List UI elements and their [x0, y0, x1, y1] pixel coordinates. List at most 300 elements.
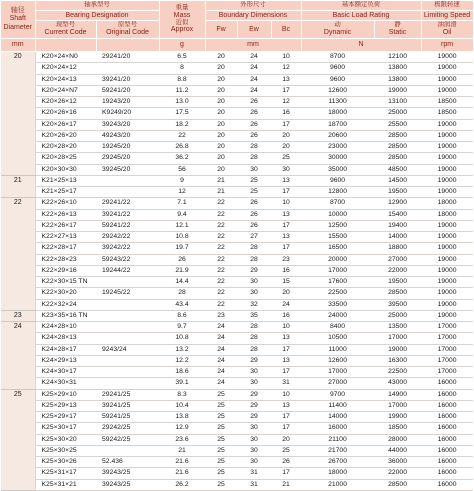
ew-cell: 31 — [237, 479, 271, 490]
static-load-cell: 17000 — [374, 333, 421, 344]
table-row — [1, 423, 473, 434]
dynamic-load-cell: 20600 — [301, 130, 374, 141]
ew-cell: 30 — [237, 288, 271, 299]
original-code-cell — [96, 322, 159, 333]
current-code-cell: K20×28×25 — [35, 153, 96, 164]
static-load-cell: 27000 — [374, 254, 421, 265]
mass-cell: 28 — [159, 288, 205, 299]
oil-speed-cell: 16000 — [421, 412, 473, 423]
original-code-cell: 29242/22 — [96, 232, 159, 243]
fw-cell: 20 — [205, 63, 237, 74]
bc-cell: 13 — [271, 74, 301, 85]
ew-cell: 30 — [237, 457, 271, 468]
table-row — [1, 254, 473, 265]
ew-cell: 30 — [237, 164, 271, 175]
ew-cell: 30 — [237, 277, 271, 288]
ew-cell: 24 — [237, 63, 271, 74]
dynamic-load-cell: 12600 — [301, 355, 374, 366]
bc-cell: 15 — [271, 277, 301, 288]
static-load-cell: 13800 — [374, 63, 421, 74]
dynamic-load-cell: 30000 — [301, 153, 374, 164]
original-code-cell: 39243/25 — [96, 479, 159, 490]
mass-unit-header: g — [159, 39, 205, 52]
fw-cell: 24 — [205, 344, 237, 355]
original-code-cell: 19244/22 — [96, 265, 159, 276]
fw-cell: 20 — [205, 142, 237, 153]
dynamic-load-cell: 12800 — [301, 187, 374, 198]
current-code-cell: K24×29×13 — [35, 355, 96, 366]
fw-cell: 25 — [205, 479, 237, 490]
current-code-cell: K20×28×20 — [35, 142, 96, 153]
dynamic-load-cell: 18700 — [301, 119, 374, 130]
fw-cell: 22 — [205, 254, 237, 265]
oil-speed-cell: 18000 — [421, 198, 473, 209]
ew-cell: 29 — [237, 355, 271, 366]
oil-speed-cell: 19000 — [421, 310, 473, 321]
table-row — [1, 333, 473, 344]
dimensions-zh-header: 外形尺寸 — [205, 1, 301, 11]
mass-cell: 13.2 — [159, 344, 205, 355]
shaft-diameter-cell: 23 — [1, 310, 35, 321]
current-code-cell: K22×26×17 — [35, 220, 96, 231]
ew-cell: 30 — [237, 378, 271, 389]
ew-cell: 30 — [237, 434, 271, 445]
oil-speed-cell: 16000 — [421, 400, 473, 411]
mass-cell: 36.2 — [159, 153, 205, 164]
fw-cell: 24 — [205, 333, 237, 344]
bc-cell: 31 — [271, 378, 301, 389]
ew-cell: 28 — [237, 344, 271, 355]
current-code-cell: K20×24×N7 — [35, 85, 96, 96]
dynamic-load-cell: 12500 — [301, 220, 374, 231]
fw-cell: 20 — [205, 108, 237, 119]
bc-cell: 17 — [271, 412, 301, 423]
table-row — [1, 85, 473, 96]
dynamic-load-cell: 23000 — [301, 142, 374, 153]
shaft-diameter-cell: 25 — [1, 389, 35, 490]
mass-header: 重量 Mass 近似 Approx — [159, 1, 205, 39]
dynamic-load-cell: 17600 — [301, 277, 374, 288]
original-code-cell: 52.436 — [96, 457, 159, 468]
original-code-cell — [96, 355, 159, 366]
dynamic-load-cell: 33500 — [301, 299, 374, 310]
ew-cell: 28 — [237, 254, 271, 265]
ew-cell: 35 — [237, 310, 271, 321]
bc-cell: 25 — [271, 445, 301, 456]
fw-cell: 20 — [205, 119, 237, 130]
ew-cell: 24 — [237, 85, 271, 96]
static-load-cell: 43000 — [374, 378, 421, 389]
current-code-cell: K23×35×16 TN — [35, 310, 96, 321]
oil-speed-cell: 18000 — [421, 209, 473, 220]
mass-cell: 12.1 — [159, 220, 205, 231]
bc-cell: 13 — [271, 400, 301, 411]
oil-speed-cell: 19000 — [421, 119, 473, 130]
mass-cell: 11.2 — [159, 85, 205, 96]
table-row — [1, 265, 473, 276]
fw-cell: 25 — [205, 468, 237, 479]
table-body — [1, 52, 473, 491]
original-code-cell — [96, 187, 159, 198]
table-row — [1, 367, 473, 378]
mass-cell: 21.6 — [159, 468, 205, 479]
static-load-cell: 13500 — [374, 322, 421, 333]
current-code-cell: K20×30×30 — [35, 164, 96, 175]
fw-cell: 22 — [205, 299, 237, 310]
table-row — [1, 198, 473, 209]
current-code-cell: K20×24×N0 — [35, 52, 96, 63]
original-code-cell: 19243/20 — [96, 97, 159, 108]
oil-speed-cell: 16000 — [421, 479, 473, 490]
table-row — [1, 52, 473, 63]
bc-cell: 13 — [271, 209, 301, 220]
oil-speed-cell: 19000 — [421, 164, 473, 175]
dynamic-load-cell: 27000 — [301, 378, 374, 389]
static-load-cell: 22000 — [374, 265, 421, 276]
static-load-cell: 14500 — [374, 175, 421, 186]
table-row — [1, 355, 473, 366]
bc-cell: 17 — [271, 367, 301, 378]
bc-cell: 17 — [271, 468, 301, 479]
mass-cell: 10.4 — [159, 400, 205, 411]
mass-cell: 26.8 — [159, 142, 205, 153]
bc-cell: 12 — [271, 97, 301, 108]
static-load-cell: 48500 — [374, 164, 421, 175]
original-code-cell: 39243/20 — [96, 119, 159, 130]
oil-speed-cell: 19000 — [421, 187, 473, 198]
fw-cell: 21 — [205, 187, 237, 198]
oil-speed-cell: 19000 — [421, 254, 473, 265]
mass-cell: 12.2 — [159, 355, 205, 366]
static-load-cell: 17000 — [374, 400, 421, 411]
dynamic-load-cell: 14000 — [301, 412, 374, 423]
original-code-cell — [96, 277, 159, 288]
dynamic-load-cell: 22500 — [301, 288, 374, 299]
current-code-cell: K25×31×21 — [35, 479, 96, 490]
ew-cell: 25 — [237, 175, 271, 186]
oil-speed-cell: 16000 — [421, 434, 473, 445]
shaft-diameter-cell: 21 — [1, 175, 35, 198]
static-load-cell: 22500 — [374, 367, 421, 378]
dynamic-load-cell: 12600 — [301, 85, 374, 96]
fw-cell: 20 — [205, 164, 237, 175]
mass-cell: 18.6 — [159, 367, 205, 378]
table-row — [1, 243, 473, 254]
mass-cell: 13.0 — [159, 97, 205, 108]
current-code-cell: K21×25×17 — [35, 187, 96, 198]
table-row — [1, 209, 473, 220]
static-load-cell: 12900 — [374, 198, 421, 209]
table-row — [1, 164, 473, 175]
table-row — [1, 400, 473, 411]
ew-cell: 26 — [237, 209, 271, 220]
designation-unit-spacer — [35, 39, 96, 52]
mass-cell: 43.4 — [159, 299, 205, 310]
oil-speed-cell: 19000 — [421, 74, 473, 85]
bc-cell: 17 — [271, 344, 301, 355]
load-unit-header: N — [301, 39, 421, 52]
static-load-cell: 36000 — [374, 457, 421, 468]
dynamic-load-cell: 10000 — [301, 209, 374, 220]
original-code-cell — [96, 378, 159, 389]
table-row — [1, 97, 473, 108]
original-code-cell: K9249/20 — [96, 108, 159, 119]
bc-cell: 13 — [271, 333, 301, 344]
table-row — [1, 412, 473, 423]
mass-cell: 12.9 — [159, 423, 205, 434]
fw-cell: 22 — [205, 198, 237, 209]
oil-speed-cell: 16000 — [421, 457, 473, 468]
fw-header: Fw — [205, 21, 237, 39]
dynamic-load-cell: 16500 — [301, 243, 374, 254]
bc-cell: 23 — [271, 254, 301, 265]
fw-cell: 25 — [205, 434, 237, 445]
table-row — [1, 468, 473, 479]
current-code-cell: K22×28×17 — [35, 243, 96, 254]
original-code-cell: 29241/22 — [96, 198, 159, 209]
bc-cell: 10 — [271, 198, 301, 209]
ew-cell: 29 — [237, 265, 271, 276]
ew-cell: 26 — [237, 198, 271, 209]
original-code-cell: 59242/25 — [96, 434, 159, 445]
fw-cell: 25 — [205, 457, 237, 468]
fw-cell: 25 — [205, 400, 237, 411]
ew-cell: 24 — [237, 52, 271, 63]
designation-unit-spacer-2 — [96, 39, 159, 52]
ew-cell: 26 — [237, 108, 271, 119]
current-code-cell: K24×30×31 — [35, 378, 96, 389]
static-load-cell: 14900 — [374, 389, 421, 400]
bc-cell: 16 — [271, 310, 301, 321]
current-code-cell: K22×29×16 — [35, 265, 96, 276]
fw-cell: 20 — [205, 130, 237, 141]
ew-cell: 29 — [237, 412, 271, 423]
mass-cell: 10.8 — [159, 232, 205, 243]
oil-speed-cell: 16000 — [421, 445, 473, 456]
dynamic-load-cell: 8400 — [301, 322, 374, 333]
static-load-cell: 14000 — [374, 232, 421, 243]
fw-cell: 20 — [205, 85, 237, 96]
bc-cell: 12 — [271, 63, 301, 74]
dynamic-load-cell: 17000 — [301, 265, 374, 276]
oil-speed-cell: 17000 — [421, 355, 473, 366]
original-code-cell: 39243/25 — [96, 468, 159, 479]
ew-cell: 26 — [237, 220, 271, 231]
fw-cell: 21 — [205, 175, 237, 186]
dynamic-load-cell: 9600 — [301, 63, 374, 74]
table-row — [1, 299, 473, 310]
static-load-cell: 28500 — [374, 479, 421, 490]
original-code-cell: 19245/22 — [96, 288, 159, 299]
current-code-cell: K24×28×13 — [35, 333, 96, 344]
dynamic-load-cell: 8700 — [301, 198, 374, 209]
table-row — [1, 310, 473, 321]
bc-cell: 17 — [271, 243, 301, 254]
table-row — [1, 119, 473, 130]
speed-en-header: Limiting Speed — [421, 11, 473, 21]
bc-cell: 10 — [271, 322, 301, 333]
static-load-cell: 28500 — [374, 288, 421, 299]
ew-cell: 28 — [237, 333, 271, 344]
ew-cell: 29 — [237, 400, 271, 411]
fw-cell: 25 — [205, 423, 237, 434]
mass-cell: 8.6 — [159, 310, 205, 321]
table-row — [1, 378, 473, 389]
static-load-cell: 22000 — [374, 468, 421, 479]
table-row — [1, 187, 473, 198]
mass-cell: 8.8 — [159, 74, 205, 85]
current-code-cell: K25×31×17 — [35, 468, 96, 479]
dynamic-load-cell: 18000 — [301, 108, 374, 119]
current-code-cell: K22×26×10 — [35, 198, 96, 209]
bc-cell: 17 — [271, 423, 301, 434]
ew-cell: 25 — [237, 187, 271, 198]
ew-cell: 29 — [237, 389, 271, 400]
static-load-cell: 28500 — [374, 130, 421, 141]
ew-cell: 26 — [237, 119, 271, 130]
current-code-cell: K22×30×15 TN — [35, 277, 96, 288]
table-row — [1, 277, 473, 288]
bc-cell: 21 — [271, 479, 301, 490]
mass-cell: 18.2 — [159, 119, 205, 130]
static-load-cell: 19000 — [374, 344, 421, 355]
oil-speed-cell: 17000 — [421, 333, 473, 344]
static-load-cell: 13800 — [374, 74, 421, 85]
original-code-cell: 29245/20 — [96, 153, 159, 164]
fw-cell: 24 — [205, 322, 237, 333]
original-code-cell: 9243/24 — [96, 344, 159, 355]
original-code-cell: 29241/25 — [96, 389, 159, 400]
current-code-cell: K20×24×13 — [35, 74, 96, 85]
current-code-cell: K22×26×13 — [35, 209, 96, 220]
dynamic-load-cell: 17000 — [301, 367, 374, 378]
table-row — [1, 142, 473, 153]
mass-cell: 21.9 — [159, 265, 205, 276]
fw-cell: 25 — [205, 445, 237, 456]
oil-speed-cell: 19000 — [421, 175, 473, 186]
original-code-cell: 39241/25 — [96, 400, 159, 411]
static-load-cell: 28000 — [374, 434, 421, 445]
dynamic-load-cell: 11000 — [301, 344, 374, 355]
original-code-cell: 29241/20 — [96, 52, 159, 63]
mass-cell: 12 — [159, 187, 205, 198]
fw-cell: 20 — [205, 97, 237, 108]
oil-speed-cell: 19000 — [421, 220, 473, 231]
dynamic-load-cell: 10500 — [301, 333, 374, 344]
fw-cell: 25 — [205, 389, 237, 400]
mass-cell: 39.1 — [159, 378, 205, 389]
ew-cell: 24 — [237, 74, 271, 85]
mass-cell: 22 — [159, 130, 205, 141]
oil-speed-cell: 19000 — [421, 243, 473, 254]
fw-cell: 22 — [205, 288, 237, 299]
ew-cell: 30 — [237, 445, 271, 456]
static-load-cell: 12100 — [374, 52, 421, 63]
current-code-cell: K21×25×13 — [35, 175, 96, 186]
current-code-cell: K22×27×13 — [35, 232, 96, 243]
ew-cell: 30 — [237, 367, 271, 378]
table-row — [1, 175, 473, 186]
shaft-diameter-cell: 24 — [1, 322, 35, 390]
oil-speed-cell: 16000 — [421, 378, 473, 389]
designation-en-header: Bearing Designation — [35, 11, 159, 21]
table-row — [1, 344, 473, 355]
table-row — [1, 434, 473, 445]
bc-cell: 25 — [271, 153, 301, 164]
static-load-cell: 19500 — [374, 277, 421, 288]
mass-cell: 19.7 — [159, 243, 205, 254]
dynamic-load-cell: 9700 — [301, 389, 374, 400]
static-load-cell: 19400 — [374, 220, 421, 231]
bc-cell: 13 — [271, 175, 301, 186]
dynamic-load-cell: 21000 — [301, 479, 374, 490]
table-row — [1, 479, 473, 490]
mass-cell: 23.6 — [159, 434, 205, 445]
static-header: 静 Static — [374, 21, 421, 39]
dynamic-load-cell: 21100 — [301, 434, 374, 445]
fw-cell: 25 — [205, 412, 237, 423]
bc-cell: 20 — [271, 434, 301, 445]
dynamic-load-cell: 16000 — [301, 423, 374, 434]
oil-speed-cell: 19000 — [421, 63, 473, 74]
dynamic-header: 动 Dynamic — [301, 21, 374, 39]
fw-cell: 24 — [205, 378, 237, 389]
original-code-cell: 39245/20 — [96, 164, 159, 175]
bc-cell: 17 — [271, 187, 301, 198]
mass-cell: 8.3 — [159, 389, 205, 400]
ew-cell: 32 — [237, 299, 271, 310]
ew-cell: 28 — [237, 243, 271, 254]
oil-speed-cell: 16000 — [421, 389, 473, 400]
original-code-cell — [96, 299, 159, 310]
oil-speed-cell: 18500 — [421, 108, 473, 119]
table-row — [1, 74, 473, 85]
original-code-cell — [96, 63, 159, 74]
fw-cell: 24 — [205, 367, 237, 378]
mass-cell: 7.1 — [159, 198, 205, 209]
fw-cell: 22 — [205, 220, 237, 231]
bc-cell: 20 — [271, 130, 301, 141]
current-code-cell: K25×30×20 — [35, 434, 96, 445]
ew-cell: 27 — [237, 232, 271, 243]
bc-cell: 24 — [271, 299, 301, 310]
table-row — [1, 457, 473, 468]
original-code-cell — [96, 175, 159, 186]
original-code-cell: 39241/20 — [96, 74, 159, 85]
dynamic-load-cell: 18000 — [301, 468, 374, 479]
static-load-cell: 44000 — [374, 445, 421, 456]
ew-cell: 30 — [237, 423, 271, 434]
oil-speed-cell: 17000 — [421, 322, 473, 333]
mass-cell: 21 — [159, 445, 205, 456]
bc-header: Bc — [271, 21, 301, 39]
ew-cell: 28 — [237, 142, 271, 153]
shaft-diameter-cell: 20 — [1, 52, 35, 176]
bc-cell: 16 — [271, 108, 301, 119]
static-load-cell: 19500 — [374, 187, 421, 198]
dynamic-load-cell: 20000 — [301, 254, 374, 265]
mass-cell: 56 — [159, 164, 205, 175]
current-code-cell: K20×26×17 — [35, 119, 96, 130]
ew-cell: 28 — [237, 322, 271, 333]
oil-speed-cell: 16000 — [421, 468, 473, 479]
dynamic-load-cell: 9600 — [301, 74, 374, 85]
oil-speed-cell: 16000 — [421, 423, 473, 434]
current-code-cell: K20×26×20 — [35, 130, 96, 141]
load-rating-zh-header: 基本额定负荷 — [301, 1, 421, 11]
bc-cell: 26 — [271, 457, 301, 468]
oil-speed-cell: 19000 — [421, 130, 473, 141]
